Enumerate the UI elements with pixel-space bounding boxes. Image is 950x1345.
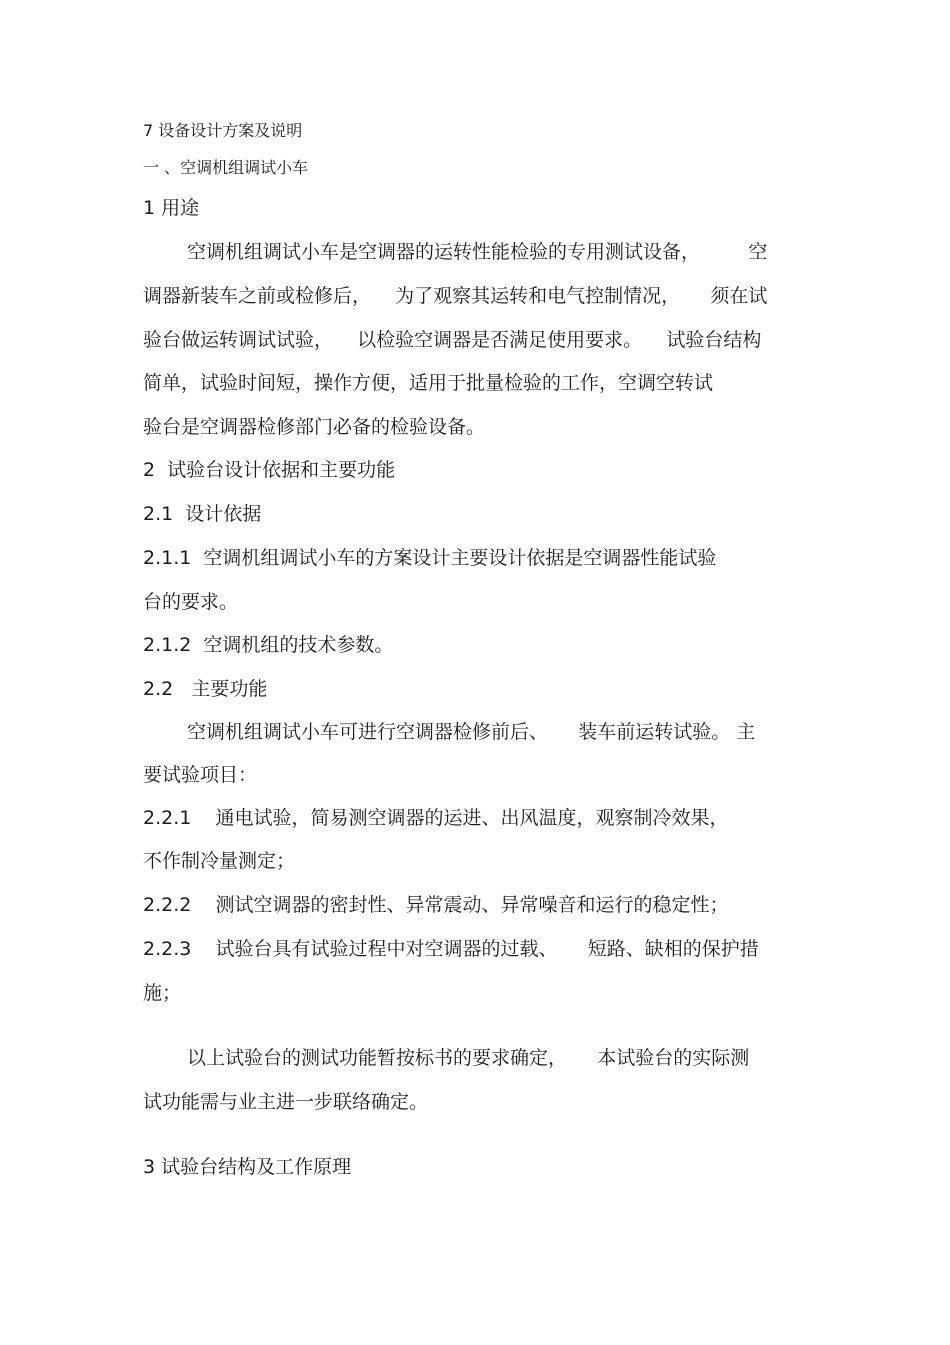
- item-2-1-1-line: 台的要求。: [143, 591, 239, 613]
- heading-section-3: 3 试验台结构及工作原理: [143, 1156, 352, 1178]
- usage-paragraph-line: 验台做运转调试试验， 以检验空调器是否满足使用要求。 试验台结构: [143, 329, 762, 351]
- heading-usage: 1 用途: [143, 197, 200, 219]
- usage-paragraph-line: 简单，试验时间短，操作方便，适用于批量检验的工作，空调空转试: [143, 372, 714, 394]
- item-2-1-2: 2.1.2 空调机组的技术参数。: [143, 634, 394, 656]
- item-2-2-1-line: 2.2.1 通电试验，简易测空调器的运进、出风温度，观察制冷效果，: [143, 807, 729, 829]
- usage-paragraph-line: 空调机组调试小车是空调器的运转性能检验的专用测试设备， 空: [187, 241, 768, 263]
- usage-paragraph-line: 调器新装车之前或检修后， 为了观察其运转和电气控制情况， 须在试: [143, 285, 768, 307]
- chapter-title: 7 设备设计方案及说明: [143, 121, 303, 140]
- section-title: 一 、空调机组调试小车: [143, 158, 309, 177]
- item-2-2-2: 2.2.2 测试空调器的密封性、异常震动、异常噪音和运行的稳定性；: [143, 894, 729, 916]
- heading-2-1: 2.1 设计依据: [143, 503, 262, 525]
- heading-2-2: 2.2 主要功能: [143, 678, 268, 700]
- item-2-2-3-line: 2.2.3 试验台具有试验过程中对空调器的过载、 短路、缺相的保护措: [143, 938, 759, 960]
- function-paragraph-line: 空调机组调试小车可进行空调器检修前后、 装车前运转试验。 主: [187, 721, 756, 743]
- item-2-1-1-line: 2.1.1 空调机组调试小车的方案设计主要设计依据是空调器性能试验: [143, 547, 717, 569]
- usage-paragraph-line: 验台是空调器检修部门必备的检验设备。: [143, 416, 486, 438]
- note-paragraph-line: 试功能需与业主进一步联络确定。: [143, 1091, 429, 1113]
- note-paragraph-line: 以上试验台的测试功能暂按标书的要求确定， 本试验台的实际测: [187, 1047, 750, 1069]
- item-2-2-3-line: 施；: [143, 982, 182, 1004]
- function-paragraph-line: 要试验项目：: [143, 764, 258, 786]
- heading-section-2: 2 试验台设计依据和主要功能: [143, 459, 396, 481]
- item-2-2-1-line: 不作制冷量测定；: [143, 850, 296, 872]
